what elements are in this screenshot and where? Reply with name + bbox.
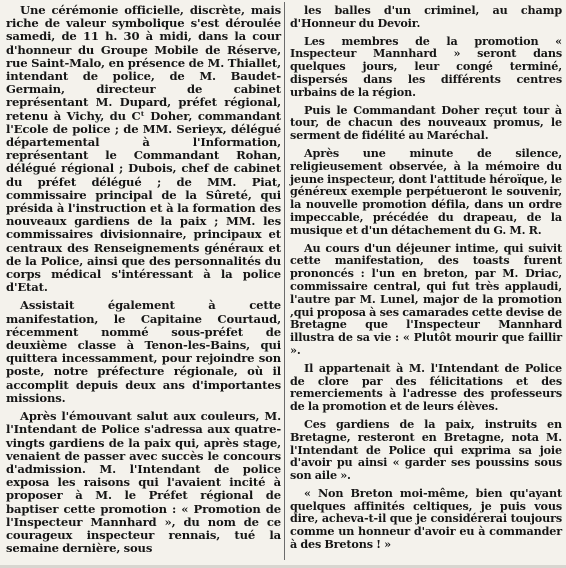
paragraph-lunch: Au cours d'un déjeuner intime, qui suivit cette manifestation, des toasts furent prononcés : l'un en breton, par M. Driac, commissaire central, qui fut très applaudi, l'autre par M. Lunel, major de la promotion ,qui proposa à ses camarades cette devise de Bretagne que l'Inspecteur Mannhard illustra de sa vie : « Plutôt mourir que faillir ». [290,240,562,357]
paragraph-members: Les membres de la promotion « Inspecteur Mannhard » seront dans quelques jours, leur congé terminé, dispersés dans les différents centres urbains de la région. [290,33,562,99]
paragraph-oath: Puis le Commandant Doher reçut tour à tour, de chacun des nouveaux promus, le serment de fidélité au Maréchal. [290,102,562,143]
paragraph-ceremony: Une cérémonie officielle, discrète, mais riche de valeur symbolique s'est déroulée samedi, de 11 h. 30 à midi, dans la cour d'honneur du Groupe Mobile de Réserve, rue Saint-Malo, en présence de M. Thiallet, intendant de police, de M. Baudet-Germain, directeur de cabinet représentant M. Dupard, préfet régional, retenu à Vichy, du Cᵗ Doher, commandant l'Ecole de police ; de MM. Serieyx, délégué départemental à l'Information, représentant le Commandant Rohan, délégué régional ; Dubois, chef de cabinet du préfet délégué ; de MM. Piat, commissaire principal de la Sûreté, qui présida à l'instruction et à la formation des nouveaux gardiens de la paix ; MM. les commissaires divisionnaire, principaux et centraux des Renseignements généraux et de la Police, ainsi que des personnalités du corps médical s'intéressant à la police d'Etat. [6,3,281,295]
paragraph-salute: Après l'émouvant salut aux couleurs, M. l'Intendant de Police s'adressa aux quatre-vingts gardiens de la paix qui, après stage, venaient de passer avec succès le concours d'admission. M. l'Intendant de police exposa les raisons qui l'avaient incité à proposer à M. le Préfet régional de baptiser cette promotion : « Promotion de l'Inspecteur Mannhard », du nom de ce courageux inspecteur rennais, tué la semaine dernière, sous [6,409,281,556]
paragraph-closing: Il appartenait à M. l'Intendant de Police de clore par des félicitations et des remerciements à l'adresse des professeurs de la promotion et de leurs élèves. [290,360,562,414]
paragraph-quote: « Non Breton moi-même, bien qu'ayant quelques affinités celtiques, je puis vous dire, acheva-t-il que je considérerai toujours comme un honneur d'avoir eu à commander à des Bretons ! » [290,485,562,552]
paragraph-silence: Après une minute de silence, religieusement observée, à la mémoire du jeune inspecteur, dont l'attitude héroïque, le généreux exemple perpétueront le souvenir, la nouvelle promotion défila, dans un ordre impeccable, précédée du drapeau, de la musique et d'un détachement du G. M. R. [290,145,562,237]
column-divider [284,2,285,560]
paragraph-brittany: Ces gardiens de la paix, instruits en Bretagne, resteront en Bretagne, nota M. l'Intendant de Police qui exprima sa joie d'avoir pu ainsi « garder ses poussins sous son aile ». [290,416,562,483]
left-column [6,4,281,560]
paragraph-attendance: Assistait également à cette manifestation, le Capitaine Courtaud, récemment nommé sous-préfet de deuxième classe à Tenon-les-Bains, qui quittera incessamment, pour rejoindre son poste, notre préfecture régionale, où il accomplit depuis deux ans d'importantes missions. [6,298,281,405]
paragraph-continuation: les balles d'un criminel, au champ d'Honneur du Devoir. [290,3,562,30]
right-column [290,4,562,556]
